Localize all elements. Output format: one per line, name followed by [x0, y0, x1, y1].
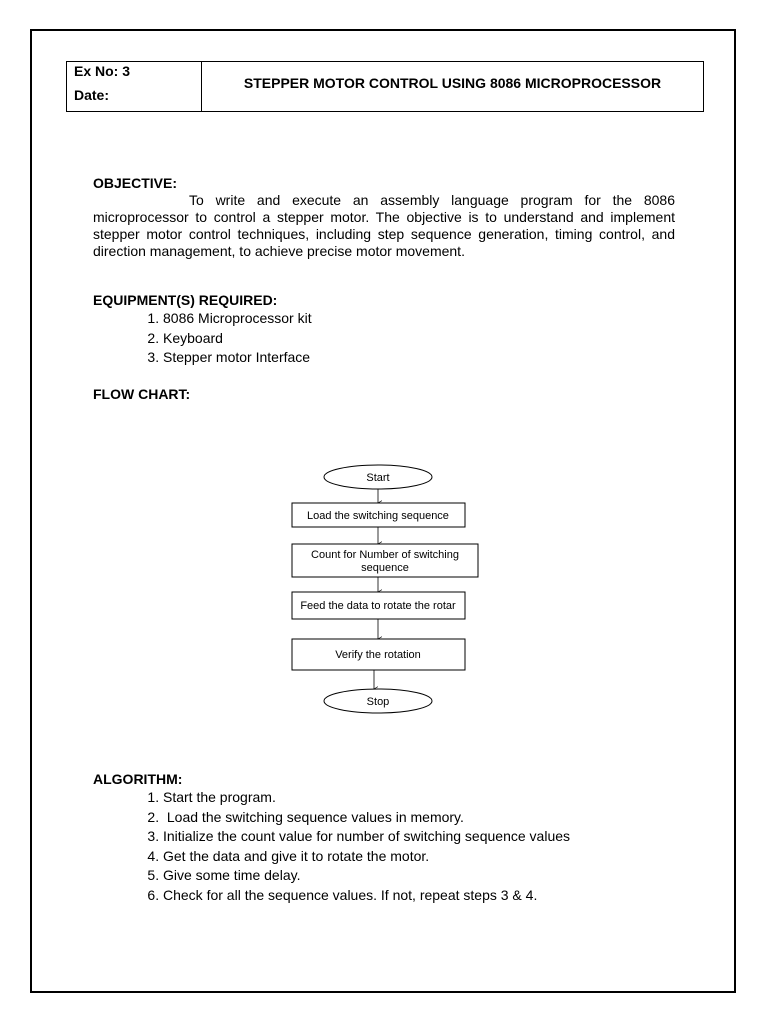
date-label: Date:: [74, 87, 110, 103]
document-title: STEPPER MOTOR CONTROL USING 8086 MICROPROCESSOR: [243, 74, 662, 91]
list-item: 3. Stepper motor Interface: [163, 348, 675, 368]
list-item: 6. Check for all the sequence values. If not, repeat steps 3 & 4.: [163, 886, 675, 906]
process-label-count-line1: Count for Number of switching: [311, 549, 459, 561]
algorithm-section: [93, 771, 675, 905]
flowchart: [291, 460, 479, 714]
process-label-load: Load the switching sequence: [307, 510, 449, 522]
objective-section: [93, 175, 675, 260]
process-label-feed: Feed the data to rotate the rotar: [300, 600, 456, 612]
list-item: 2. Keyboard: [163, 329, 675, 349]
algorithm-list: [93, 788, 675, 905]
equipment-heading: EQUIPMENT(S) REQUIRED:: [93, 292, 278, 308]
objective-heading: OBJECTIVE:: [93, 175, 178, 191]
exercise-number: Ex No: 3: [74, 63, 131, 79]
flowchart-heading: FLOW CHART:: [93, 386, 191, 402]
equipment-list: [93, 309, 675, 368]
process-label-verify: Verify the rotation: [335, 649, 421, 661]
list-item: 4. Get the data and give it to rotate the motor.: [163, 847, 675, 867]
list-item: 3. Initialize the count value for number of switching sequence values: [163, 827, 675, 847]
flowchart-diagram: [291, 460, 479, 714]
list-item: 2. Load the switching sequence values in memory.: [163, 808, 675, 828]
list-item: 5. Give some time delay.: [163, 866, 675, 886]
header-left-cell: [67, 62, 202, 111]
algorithm-heading: ALGORITHM:: [93, 771, 183, 787]
process-label-count-line2: sequence: [361, 562, 409, 574]
list-item: 1. 8086 Microprocessor kit: [163, 309, 675, 329]
start-label: Start: [366, 472, 390, 484]
equipment-section: [93, 292, 675, 368]
header-table: [66, 61, 704, 112]
list-item: 1. Start the program.: [163, 788, 675, 808]
flowchart-heading-block: [93, 386, 675, 403]
stop-label: Stop: [366, 696, 390, 708]
objective-text: To write and execute an assembly language program for the 8086 microprocessor to control a stepper motor. The objective is to understand and implement stepper motor control techniques, including step sequence generation, timing control, and direction management, to achieve precise motor movement.: [93, 192, 675, 259]
